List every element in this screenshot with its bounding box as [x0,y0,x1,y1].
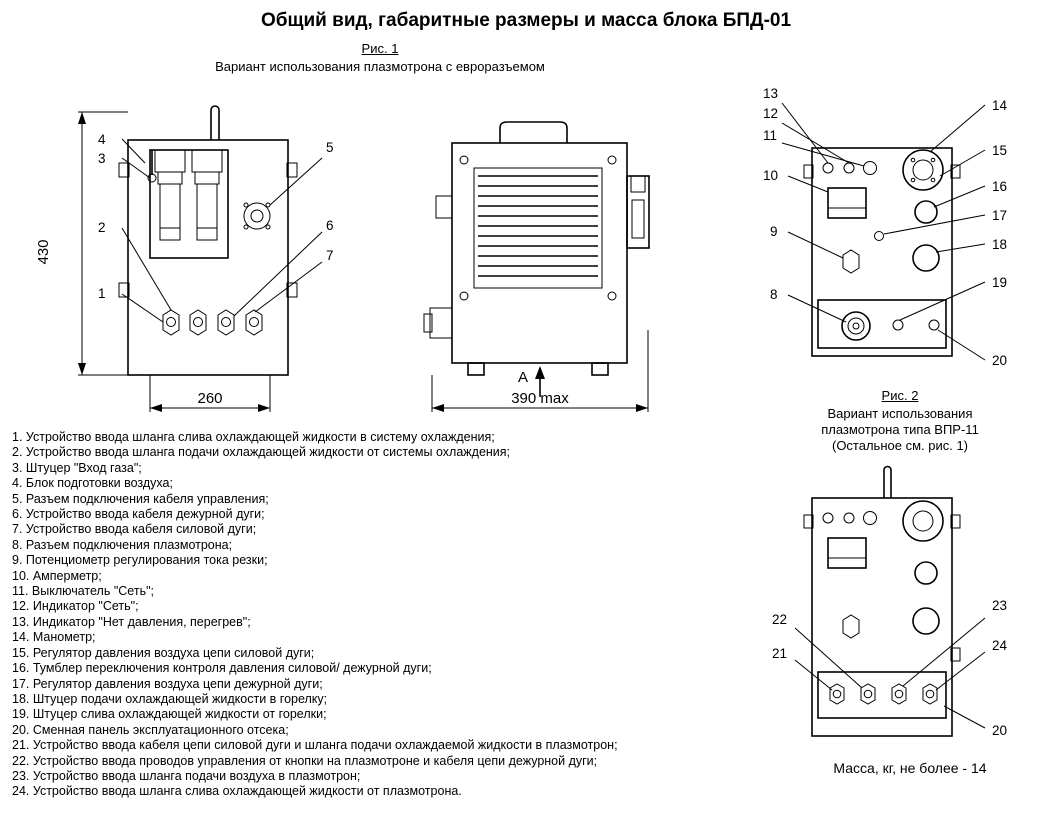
manometer-screw-4 [931,178,935,182]
callout-16: 16 [992,179,1008,194]
panel2-ammeter [828,538,866,568]
panel2-gland-3 [892,684,906,704]
list-item: 11. Выключатель "Сеть"; [12,584,154,599]
foot-left [468,363,484,375]
control-panel-figure-1 [763,86,1008,368]
panel2-outline [812,498,952,736]
callout-19: 19 [992,275,1008,290]
callout-4: 4 [98,132,106,147]
regulator-main-arc [915,201,937,223]
leader-16 [934,186,985,207]
leader-9 [788,232,843,258]
list-item: 10. Амперметр; [12,568,102,583]
air-prep-mid-left [158,172,182,184]
dim-height-arrow-top [78,112,86,124]
panel2-gland-2-bore [864,690,872,698]
pressure-toggle [875,232,884,241]
dimension-height: 430 [35,239,52,265]
callout-20-panel2: 20 [992,723,1008,738]
callout-14: 14 [992,98,1008,113]
callout-10: 10 [763,168,779,183]
gland-1 [163,310,179,335]
gland-2-bore [194,318,203,327]
panel2-gland-1-bore [833,690,841,698]
gland-1-bore [167,318,176,327]
list-item: 22. Устройство ввода проводов управления от кнопки на плазмотроне и кабеля цепи дежурной дуги; [12,753,598,768]
callout-21: 21 [772,646,788,661]
list-item: 6. Устройство ввода кабеля дежурной дуги; [12,507,265,522]
list-item: 16. Тумблер переключения контроля давления силовой/ дежурной дуги; [12,661,432,676]
list-item: 3. Штуцер "Вход газа"; [12,460,142,475]
foot-right [592,363,608,375]
list-item: 14. Манометр; [12,630,96,645]
air-prep-bowl-left-head [155,150,185,172]
list-item: 13. Индикатор "Нет давления, перегрев"; [12,614,251,629]
manometer-screw-3 [911,178,915,182]
panel2-regulator-main [915,562,937,584]
dim-width-arrow-left [150,404,162,412]
callout-15: 15 [992,143,1008,158]
section-mark-A: А [518,369,529,386]
page-title: Общий вид, габаритные размеры и масса блока БПД-01 [260,10,792,31]
dimension-width: 260 [197,390,223,407]
panel2-manometer [903,501,943,541]
list-item: 5. Разъем подключения кабеля управления; [12,491,269,506]
bolt-bottom-left [460,292,468,300]
callout-1: 1 [98,286,106,301]
callout-5: 5 [326,140,334,155]
air-prep-block [150,150,228,258]
gland-4-bore [250,318,259,327]
power-switch [864,162,877,175]
callout-22: 22 [772,612,788,627]
dim-depth-arrow-right [636,404,648,412]
dim-width-arrow-right [258,404,270,412]
panel2-indicator-fault [844,513,854,523]
panel2-manometer-dial [913,511,933,531]
callout-8: 8 [770,287,778,302]
panel2-gland-1 [830,684,844,704]
leader-20-panel2 [944,706,985,728]
list-item: 21. Устройство ввода кабеля цепи силовой дуги и шланга подачи охлаждаемой жидкости в плазмотрон; [12,738,618,753]
carry-handle [500,122,567,143]
panel2-gland-4-bore [926,690,934,698]
list-item: 23. Устройство ввода шланга подачи воздуха в плазмотрон; [12,768,361,783]
callout-6: 6 [326,218,334,233]
callout-23: 23 [992,598,1008,613]
callout-11: 11 [763,128,778,143]
list-item: 12. Индикатор "Сеть"; [12,599,139,614]
manometer-dial [913,160,933,180]
leader-18 [936,244,985,252]
gland-2 [190,310,206,335]
callout-13: 13 [763,86,779,101]
control-cable-connector [244,203,270,229]
manometer-screw-2 [931,158,935,162]
bottom-glands [163,310,262,335]
list-item: 19. Штуцер слива охлаждающей жидкости от горелки; [12,707,327,722]
figure-2-caption-line-2: плазмотрона типа ВПР-11 [821,422,979,437]
list-item: 24. Устройство ввода шланга слива охлаждающей жидкости от плазмотрона. [12,784,462,799]
air-prep-bowl-right-head [192,150,222,172]
bolt-top-right [608,156,616,164]
list-item: 17. Регулятор давления воздуха цепи дежурной дуги; [12,676,323,691]
torch-connector-inner [848,318,864,334]
coolant-supply-fitting [893,320,903,330]
air-prep-mid-right [195,172,219,184]
callout-17: 17 [992,208,1008,223]
list-item: 15. Регулятор давления воздуха цепи силовой дуги; [12,645,315,660]
control-panel-figure-2 [772,467,1008,738]
callout-3: 3 [98,151,106,166]
list-item: 9. Потенциометр регулирования тока резки; [12,553,268,568]
section-arrow-head [535,366,545,379]
list-item: 7. Устройство ввода кабеля силовой дуги; [12,522,257,537]
side-air-block-bowl [632,200,644,238]
air-prep-filter-right [197,184,217,240]
connector-screw-4 [266,225,270,229]
callout-18: 18 [992,237,1008,252]
list-item: 2. Устройство ввода шланга подачи охлаждающей жидкости от системы охлаждения; [12,445,511,460]
list-item: 1. Устройство ввода шланга слива охлаждающей жидкости в систему охлаждения; [12,430,495,444]
panel2-power-switch [864,512,877,525]
connector-screw-2 [266,203,270,207]
callout-20-panel1: 20 [992,353,1008,368]
leader-11 [782,143,864,166]
leader-14 [930,105,985,152]
mass-note: Масса, кг, не более - 14 [833,760,987,776]
leader-3 [122,158,150,178]
torch-connector [842,312,870,340]
regulator-pilot-arc [913,245,939,271]
ammeter [828,188,866,218]
connector-screw-3 [244,225,248,229]
panel1-service-panel [818,300,946,348]
side-air-block [627,176,649,248]
bolt-bottom-right [608,292,616,300]
gland-4 [246,310,262,335]
callout-9: 9 [770,224,778,239]
dim-depth-arrow-left [432,404,444,412]
side-protrusion-upper [436,196,452,218]
front-view-drawing [35,106,334,412]
leader-5 [270,158,322,205]
figure-2-caption-line-3: (Остальное см. рис. 1) [831,438,969,453]
list-item: 8. Разъем подключения плазмотрона; [12,537,233,552]
side-protrusion-tip [424,314,432,332]
coolant-return-fitting [929,320,939,330]
gland-3-bore [222,318,231,327]
panel2-gland-4 [923,684,937,704]
figure-1-subtitle: Вариант использования плазмотрона с евроразъемом [215,59,545,74]
bolt-top-left [460,156,468,164]
panel2-tube-cap [884,467,891,470]
dimension-depth: 390 max [511,390,569,407]
list-item: 4. Блок подготовки воздуха; [12,476,173,491]
manometer-screw-1 [911,158,915,162]
callout-12: 12 [763,106,779,121]
air-prep-filter-left [160,184,180,240]
leader-12 [782,123,849,163]
side-view-drawing [424,122,649,412]
leader-8 [788,295,846,322]
panel2-current-potentiometer [843,615,859,638]
indicator-fault [844,163,854,173]
callout-7: 7 [326,248,334,263]
manometer [903,150,943,190]
side-air-block-head [631,176,645,192]
list-item: 18. Штуцер подачи охлаждающей жидкости в горелку; [12,691,328,706]
panel2-gland-2 [861,684,875,704]
connector-screw-1 [244,203,248,207]
current-potentiometer [843,250,859,273]
leader-6 [234,232,322,316]
callout-2: 2 [98,220,106,235]
callout-24: 24 [992,638,1008,653]
gland-3 [218,310,234,335]
figure-2-label: Рис. 2 [881,388,919,403]
leader-4 [122,139,145,163]
list-item: 20. Сменная панель эксплуатационного отсека; [12,722,289,737]
panel2-indicator-power [823,513,833,523]
torch-connector-pin [853,323,859,329]
panel2-gland-3-bore [895,690,903,698]
leader-15 [940,150,985,176]
control-cable-connector-inner [251,210,263,222]
leader-19 [900,282,985,320]
leader-21 [795,660,832,690]
dim-height-arrow-bottom [78,363,86,375]
figure-2-caption-line-1: Вариант использования [827,406,973,421]
top-tube-cap [211,106,219,110]
indicator-power [823,163,833,173]
side-protrusion-lower [430,308,452,338]
panel2-regulator-pilot [913,608,939,634]
figure-1-label-text: Рис. 1 [361,41,399,56]
